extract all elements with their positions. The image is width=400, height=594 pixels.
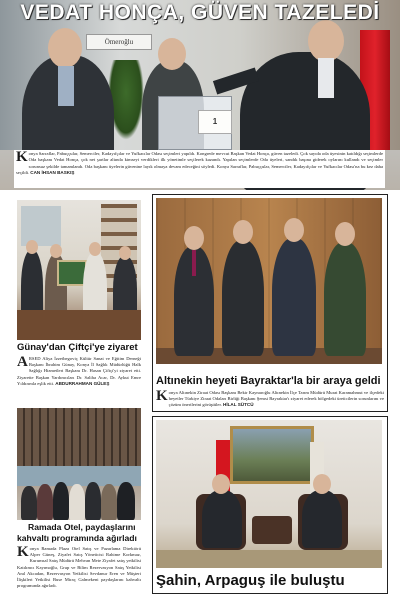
top-story-byline: CAN İHSAN BASKIŞ — [30, 169, 75, 175]
story-right-1-text — [156, 390, 384, 408]
story-right-2-photo — [156, 420, 382, 568]
story-left-2-body: onya Ramada Plaza Otel Satış ve Pazarlama Direktörü Alper Güneş, Ziyafet Satış Yöneticisi Rahime Korkmaz, Kurumsal Satış Müdürü Mehvan Mete Ziyafet satış yetkilisi Katılımcı Kayımoğlu, Grup ve Bilim Rezervasyon Satış Yetkilisi Anıl Akcadan, Rezervasyon Yetkilisi Sevdanur Eren ve Müşteri İlişkileri Yetkilisi Buse Miraç Galmekeni paydaşlarını kahvaltı programında ağırladı. — [17, 546, 141, 589]
story-left-1-photo — [17, 200, 141, 340]
wall-sign — [86, 34, 152, 50]
story-right-1-dropcap: K — [156, 390, 168, 404]
story-left-2-photo — [17, 408, 141, 520]
painting — [230, 426, 314, 484]
seated-man-left — [202, 490, 242, 548]
person-middle-head — [158, 38, 186, 70]
blinds — [17, 408, 141, 466]
coffee-table — [252, 516, 292, 544]
person-right-head — [308, 20, 344, 62]
story-right-1-byline: HİLAL SÜTCÜ — [223, 402, 254, 408]
seated-man-right — [302, 490, 342, 548]
story-left-2-text — [17, 546, 141, 592]
carpet — [156, 550, 382, 568]
top-story-caption — [14, 150, 385, 188]
story-right-2-title: Şahin, Arpaguş ile buluştu — [156, 572, 345, 589]
desk — [17, 310, 141, 340]
story-right-1-title: Altınekin heyeti Bayraktar'la bir araya geldi — [156, 375, 381, 387]
window — [21, 206, 61, 246]
person-3-head — [89, 242, 101, 256]
top-story-caption-text: onya Sarraflar, Pabuççular, Semerciler, Kadayıfçılar ve Yufkacılar Odası seçimleri yapıldı. Kongrede mevcut Başkan Vedat Honça, güven tazeledi. Çok sayıda oda üyesinin katıldığı seçimlerde Oda başkanı Vedat Honça, çok net şartlar altında kimseyi verdikleri ilk yönetimle seçilerek kazandı. Yapılan seçimlerde Oda üyeleri, sandık başına giderek oylarını kullandı ve seçimler sorunsuz şekilde tamamlandı. Oda başkanı üyelerin güvenine layık olmaya devam edeceğini söyledi. Konya Sarraflar, Pabuççular, Semerciler, Kadayıfçılar ve Yufkacılar Odası'na bu kez daha seçildi. — [16, 151, 383, 175]
story-right-1-body: onya Altınekin Ziraat Odası Başkanı Bekir Kaynaroğlu Altınekin İlçe Tarım Müdürü Murat Karamahmut ve ilçedeki heyetler Türkiye Ziraat Odaları Birliği Başkanı Şemsi Bayraktar'ı ziyaret ederek bölgedeki üreticilerin sorunlarını ve çözüm önerilerini görüştüler. — [168, 390, 384, 408]
man-1-head — [184, 226, 204, 250]
ballot-label: 1 — [212, 117, 218, 126]
story-left-1-text — [17, 356, 141, 388]
story-left-1-byline: ABDURRAHMAN GÜLEŞ — [55, 380, 110, 386]
person-right-shirt — [318, 58, 334, 98]
top-story-headline: VEDAT HONÇA, GÜVEN TAZELEDİ — [20, 1, 380, 24]
story-left-2-title-line2: kahvaltı programında ağırladı — [17, 533, 137, 543]
man-4 — [324, 242, 366, 356]
story-left-1-body: RSED Aliya İzzetbegoviç Kültür Sanat ve Eğitim Derneği Başkanı İbrahim Günay, Konya İl Sağlık Müdürlüğü Halk Sağlığı Hizmetleri Başkanı Dr. Hasan Çiftçi'yi ziyaret etti. Ziyarette Başkan Yardımcıları Dr. Saliha Acar, Dr. Aykut Emre Yıldırımla eşlik etti. — [17, 356, 141, 386]
top-story-dropcap: K — [16, 150, 28, 165]
group-person-1 — [21, 486, 37, 520]
man-1-tie — [192, 250, 196, 276]
seated-man-right-head — [313, 474, 331, 494]
group-person-5 — [85, 482, 101, 520]
wall-sign-text: Ömeroğlu — [104, 38, 134, 46]
story-left-2-dropcap: K — [17, 546, 29, 560]
person-left-shirt — [58, 66, 74, 106]
person-left-head — [48, 28, 82, 68]
seated-man-left-head — [212, 474, 230, 494]
story-left-1-title: Günay'dan Çiftçi'ye ziyaret — [17, 342, 138, 353]
ballot-paper — [198, 110, 232, 134]
group-person-4 — [69, 484, 85, 520]
story-left-2-title-line1: Ramada Otel, paydaşlarını — [28, 522, 136, 532]
person-4-head — [119, 246, 131, 260]
story-left-1-dropcap: A — [17, 356, 28, 370]
person-1-head — [26, 240, 38, 254]
man-2 — [222, 240, 264, 356]
group-person-2 — [37, 484, 53, 520]
person-2-head — [50, 244, 62, 258]
group-person-7 — [117, 482, 135, 520]
group-person-3 — [53, 482, 69, 520]
man-3 — [272, 238, 316, 356]
man-4-head — [335, 222, 355, 246]
man-2-head — [233, 220, 253, 244]
man-3-head — [284, 218, 304, 242]
story-right-1-photo — [156, 198, 382, 364]
group-person-6 — [101, 484, 117, 520]
